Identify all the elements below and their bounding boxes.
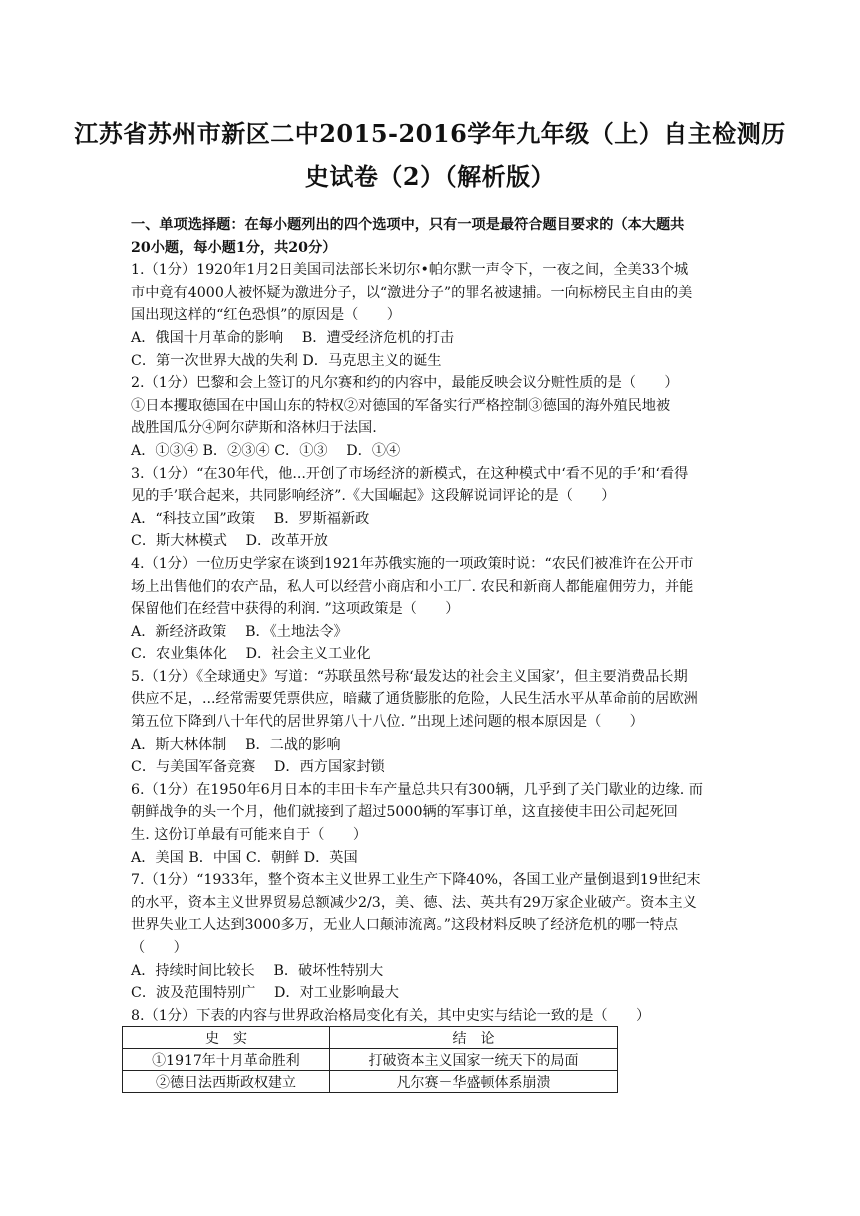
section-heading-line-1: 一、单项选择题：在每小题列出的四个选项中，只有一项是最符合题目要求的（本大题共 [131, 217, 685, 233]
question-4-line: 保留他们在经营中获得的利润. ”这项政策是（ ） [131, 601, 460, 618]
question-5 [131, 666, 737, 779]
question-2-line: 2.（1分）巴黎和会上签订的凡尔赛和约的内容中，最能反映会议分赃性质的是（ ） [131, 375, 679, 392]
question-1 [131, 259, 737, 372]
table-cell: 凡尔赛－华盛顿体系崩溃 [330, 1071, 618, 1093]
question-6-options: A．美国 B．中国 C．朝鲜 D．英国 [131, 849, 358, 866]
table-header-cell: 结 论 [330, 1027, 618, 1049]
question-2-options: A．①③④ B．②③④ C．①③ D．①④ [131, 442, 401, 459]
table-header-row [123, 1027, 618, 1049]
question-6-line: 朝鲜战争的头一个月，他们就接到了超过5000辆的军事订单，这直接使丰田公司起死回 [131, 804, 678, 821]
question-5-options: A．斯大林体制 B．二战的影响 [131, 736, 341, 753]
question-7-options: C．波及范围特别广 D．对工业影响最大 [131, 985, 399, 1002]
question-6-line: 6.（1分）在1950年6月日本的丰田卡车产量总共只有300辆，几乎到了关门歇业的边缘. 而 [131, 781, 703, 798]
question-4 [131, 553, 737, 666]
history-facts-table [122, 1026, 618, 1093]
question-8-line: 8.（1分）下表的内容与世界政治格局变化有关，其中史实与结论一致的是（ ） [131, 1007, 651, 1024]
document-body [131, 214, 737, 1027]
question-1-line: 国出现这样的“红色恐惧”的原因是（ ） [131, 307, 401, 324]
question-4-options: A．新经济政策 B．《土地法令》 [131, 623, 348, 640]
question-2 [131, 372, 737, 462]
question-4-line: 场上出售他们的农产品，私人可以经营小商店和小工厂. 农民和新商人都能雇佣劳力，并能 [131, 578, 694, 595]
question-7-line: （ ） [131, 940, 188, 956]
table-row [123, 1049, 618, 1071]
question-5-line: 供应不足，...经常需要凭票供应，暗藏了通货膨胀的危险，人民生活水平从革命前的居欧洲 [131, 691, 698, 708]
question-1-line: 1.（1分）1920年1月2日美国司法部长米切尔•帕尔默一声令下，一夜之间，全美33个城 [131, 262, 689, 279]
table-header-cell: 史 实 [123, 1027, 330, 1049]
question-7 [131, 869, 737, 1005]
question-6-line: 生. 这份订单最有可能来自于（ ） [131, 827, 368, 844]
question-6 [131, 779, 737, 869]
question-7-line: 的水平，资本主义世界贸易总额减少2/3，美、德、法、英共有29万家企业破产。资本主义 [131, 894, 697, 911]
question-1-line: 市中竟有4000人被怀疑为激进分子，以“激进分子”的罪名被逮捕。一向标榜民主自由的美 [131, 284, 693, 301]
question-1-options: A．俄国十月革命的影响 B．遭受经济危机的打击 [131, 329, 455, 346]
question-3-line: 3.（1分）“在30年代，他...开创了市场经济的新模式，在这种模式中‘看不见的手’和‘看得 [131, 465, 689, 482]
question-7-line: 世界失业工人达到3000多万，无业人口颠沛流离。”这段材料反映了经济危机的哪一特点 [131, 917, 679, 934]
question-3 [131, 463, 737, 553]
question-5-line: 5.（1分）《全球通史》写道：“苏联虽然号称‘最发达的社会主义国家’，但主要消费品长期 [131, 668, 688, 685]
table-cell: 打破资本主义国家一统天下的局面 [330, 1049, 618, 1071]
question-2-line: ①日本攫取德国在中国山东的特权②对德国的军备实行严格控制③德国的海外殖民地被 [131, 397, 671, 414]
table-row [123, 1071, 618, 1093]
question-5-options: C．与美国军备竞赛 D．西方国家封锁 [131, 759, 385, 776]
question-5-line: 第五位下降到八十年代的居世界第八十八位. ”出现上述问题的根本原因是（ ） [131, 714, 644, 731]
question-8 [131, 1005, 737, 1028]
table-cell: ①1917年十月革命胜利 [123, 1049, 330, 1071]
table-cell: ②德日法西斯政权建立 [123, 1071, 330, 1093]
section-heading-line-2: 20小题，每小题1分，共20分） [131, 239, 337, 256]
document-title-line-2: 史试卷（2）（解析版） [304, 162, 556, 191]
question-3-line: 见的手’联合起来，共同影响经济”.《大国崛起》这段解说词评论的是（ ） [131, 488, 616, 505]
document-title-line-1: 江苏省苏州市新区二中2015-2016学年九年级（上）自主检测历 [74, 119, 786, 148]
question-3-options: A．“科技立国”政策 B．罗斯福新政 [131, 510, 370, 527]
question-1-options: C．第一次世界大战的失利 D．马克思主义的诞生 [131, 352, 442, 369]
question-7-line: 7.（1分）“1933年，整个资本主义世界工业生产下降40%，各国工业产量倒退到19世纪末 [131, 872, 701, 889]
question-7-options: A．持续时间比较长 B．破坏性特别大 [131, 962, 384, 979]
question-4-line: 4.（1分）一位历史学家在谈到1921年苏俄实施的一项政策时说：“农民们被准许在公开市 [131, 555, 694, 572]
question-4-options: C．农业集体化 D．社会主义工业化 [131, 646, 371, 663]
question-3-options: C．斯大林模式 D．改革开放 [131, 533, 328, 550]
question-2-line: 战胜国瓜分④阿尔萨斯和洛林归于法国. [131, 420, 377, 437]
